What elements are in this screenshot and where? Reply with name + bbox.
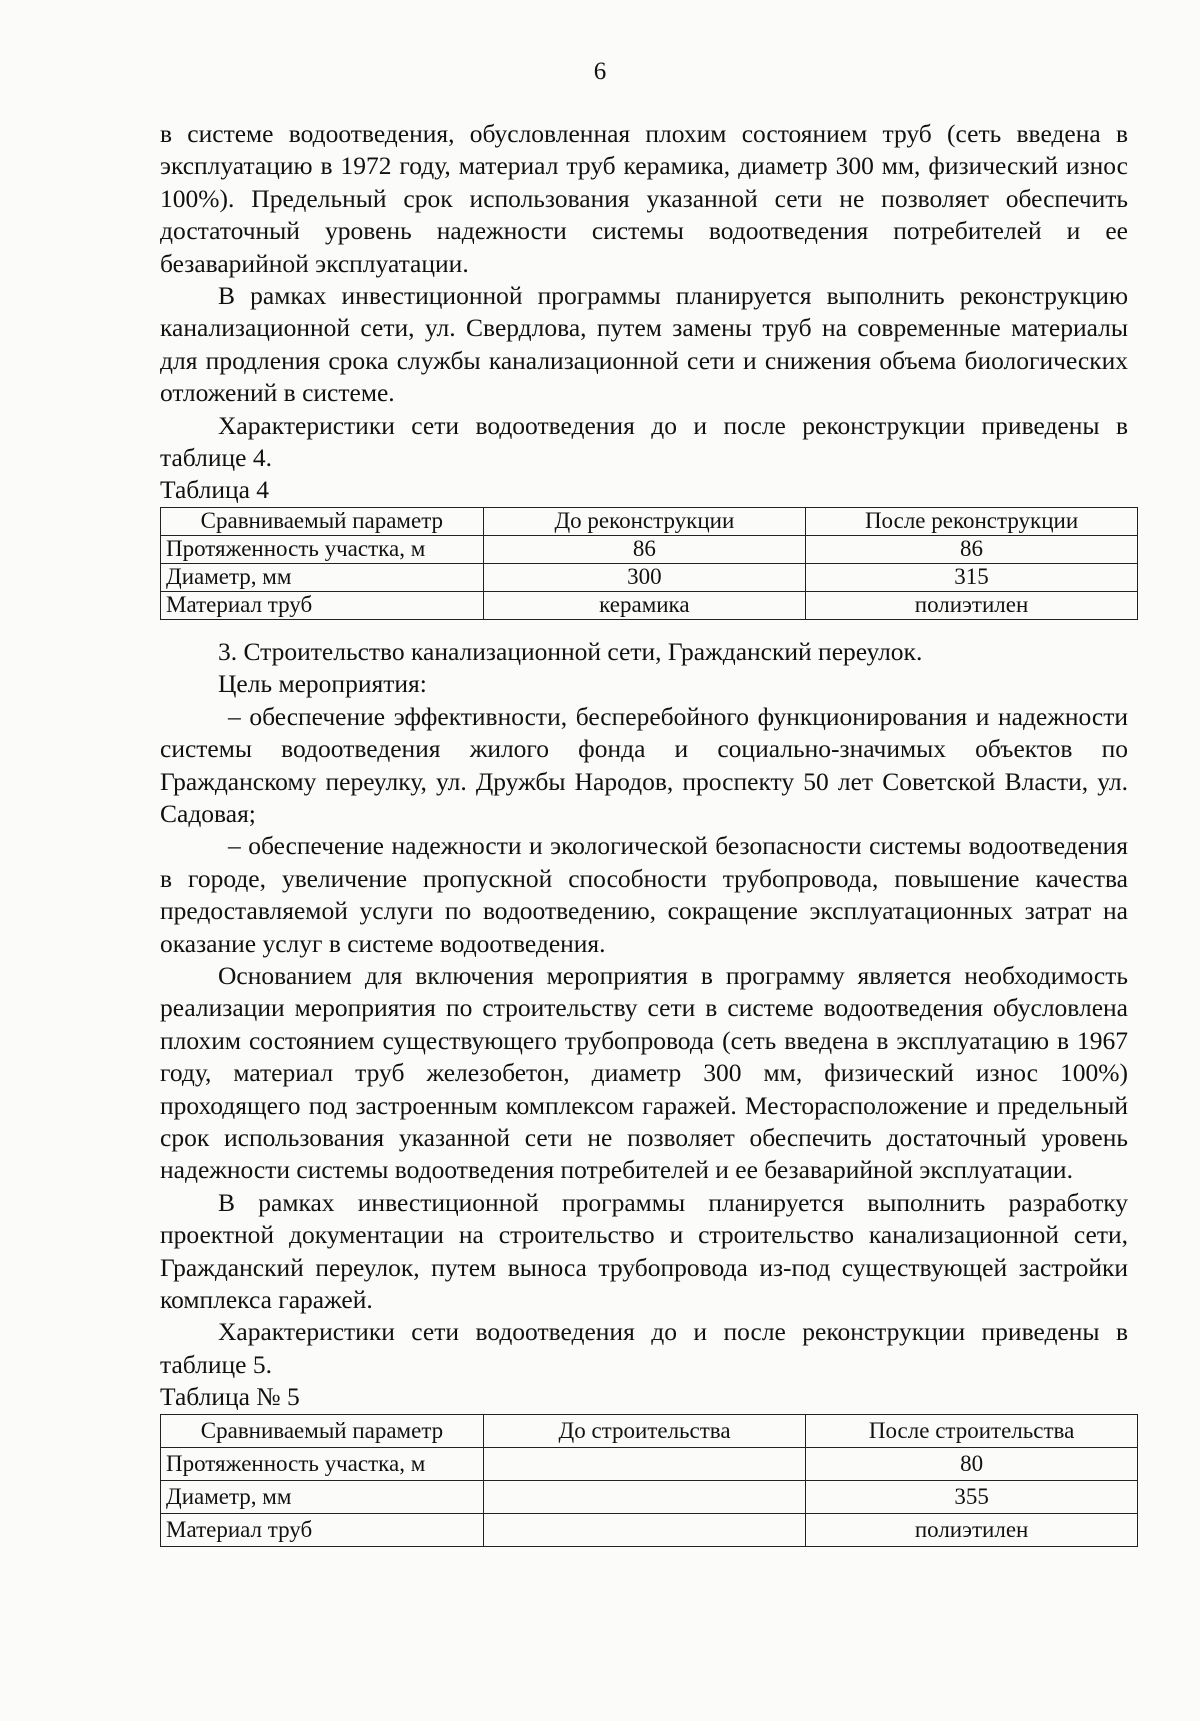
table-row bbox=[161, 535, 1138, 563]
table-4-caption: Таблица 4 bbox=[160, 475, 270, 505]
table-cell: Диаметр, мм bbox=[161, 1480, 484, 1513]
paragraph: В рамках инвестиционной программы планируется выполнить разработку проектной документации на строительство и строительство канализационной сети, Гражданский переулок, путем выноса трубопровода из-под существующей застройки комплекса гаражей. bbox=[160, 1187, 1128, 1314]
table-row bbox=[161, 563, 1138, 591]
table-cell: 300 bbox=[483, 563, 805, 591]
table-cell: полиэтилен bbox=[806, 591, 1138, 619]
table-5 bbox=[160, 1414, 1138, 1547]
table-row bbox=[161, 1513, 1138, 1546]
table-cell bbox=[483, 1513, 805, 1546]
table-cell: 80 bbox=[806, 1447, 1138, 1480]
table-header-row bbox=[161, 507, 1138, 535]
table-cell bbox=[483, 1480, 805, 1513]
paragraph: В рамках инвестиционной программы планируется выполнить реконструкцию канализационной сети, ул. Свердлова, путем замены труб на современные материалы для продления срока службы канализационной сети и снижения объема биологических отложений в системе. bbox=[160, 281, 1128, 408]
table-cell: 86 bbox=[806, 535, 1138, 563]
table-cell: Материал труб bbox=[161, 591, 484, 619]
table-cell: 86 bbox=[483, 535, 805, 563]
document-body bbox=[160, 118, 1128, 1547]
page-number: 6 bbox=[593, 58, 607, 85]
table-cell: Протяженность участка, м bbox=[161, 1447, 484, 1480]
table-header-row bbox=[161, 1414, 1138, 1447]
goal-item: – обеспечение эффективности, бесперебойного функционирования и надежности системы водоотведения жилого фонда и социально-значимых объектов по Гражданскому переулку, ул. Дружбы Народов, проспекту 50 лет Советской Власти, ул. Садовая; bbox=[160, 701, 1128, 828]
table-cell: Материал труб bbox=[161, 1513, 484, 1546]
table-5-caption: Таблица № 5 bbox=[160, 1382, 300, 1412]
table-cell bbox=[483, 1447, 805, 1480]
table-row bbox=[161, 591, 1138, 619]
table-header-cell: До строительства bbox=[483, 1414, 805, 1447]
table-header-cell: После реконструкции bbox=[806, 507, 1138, 535]
goal-label: Цель мероприятия: bbox=[218, 669, 427, 699]
paragraph: в системе водоотведения, обусловленная плохим состоянием труб (сеть введена в эксплуатацию в 1972 году, материал труб керамика, диаметр 300 мм, физический износ 100%). Предельный срок использования указанной сети не позволяет обеспечить достаточный уровень надежности системы водоотведения потребителей и ее безаварийной эксплуатации. bbox=[160, 119, 1128, 278]
goal-item: – обеспечение надежности и экологической безопасности системы водоотведения в городе, увеличение пропускной способности трубопровода, повышение качества предоставляемой услуги по водоотведению, сокращение эксплуатационных затрат на оказание услуг в системе водоотведения. bbox=[160, 831, 1128, 958]
section-heading: 3. Строительство канализационной сети, Гражданский переулок. bbox=[218, 636, 923, 666]
table-row bbox=[161, 1447, 1138, 1480]
table-row bbox=[161, 1480, 1138, 1513]
paragraph: Основанием для включения мероприятия в программу является необходимость реализации мероприятия по строительству сети в системе водоотведения обусловлена плохим состоянием существующего трубопровода (сеть введена в эксплуатацию в 1967 году, материал труб железобетон, диаметр 300 мм, физический износ 100%) проходящего под застроенным комплексом гаражей. Месторасположение и предельный срок использования указанной сети не позволяет обеспечить достаточный уровень надежности системы водоотведения потребителей и ее безаварийной эксплуатации. bbox=[160, 960, 1128, 1185]
table-header-cell: До реконструкции bbox=[483, 507, 805, 535]
table-cell: 315 bbox=[806, 563, 1138, 591]
table-header-cell: Сравниваемый параметр bbox=[161, 1414, 484, 1447]
table-cell: полиэтилен bbox=[806, 1513, 1138, 1546]
paragraph: Характеристики сети водоотведения до и после реконструкции приведены в таблице 5. bbox=[160, 1317, 1128, 1379]
table-header-cell: Сравниваемый параметр bbox=[161, 507, 484, 535]
table-cell: Протяженность участка, м bbox=[161, 535, 484, 563]
table-cell: керамика bbox=[483, 591, 805, 619]
paragraph: Характеристики сети водоотведения до и после реконструкции приведены в таблице 4. bbox=[160, 410, 1128, 473]
table-header-cell: После строительства bbox=[806, 1414, 1138, 1447]
table-cell: 355 bbox=[806, 1480, 1138, 1513]
table-cell: Диаметр, мм bbox=[161, 563, 484, 591]
table-4 bbox=[160, 507, 1138, 620]
